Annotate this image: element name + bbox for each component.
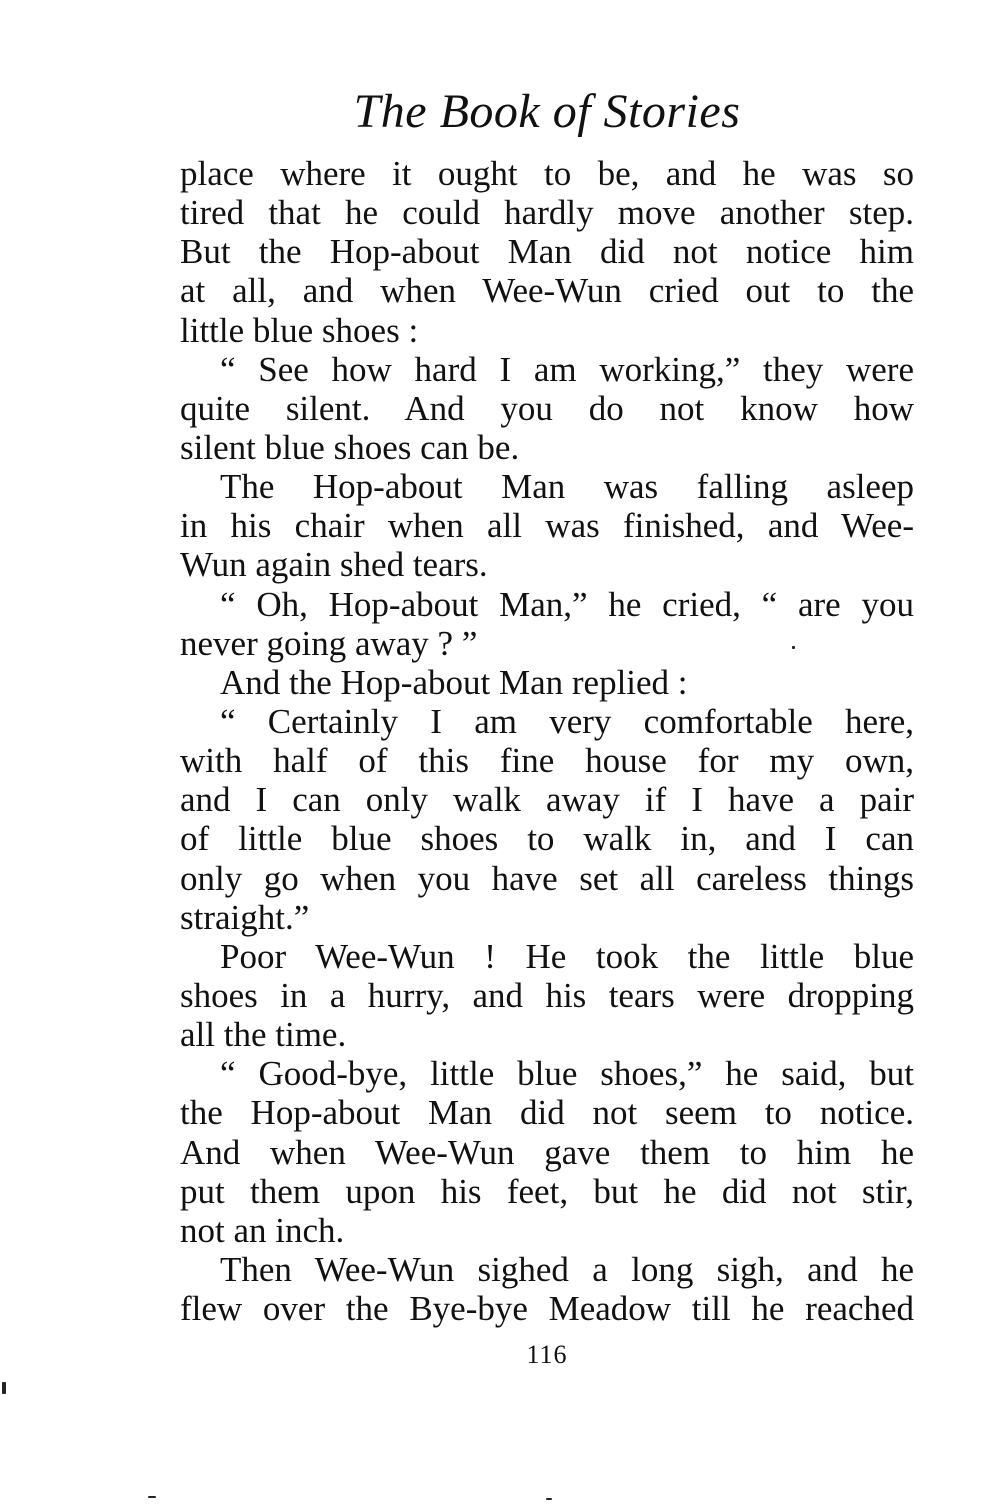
text-line: “ See how hard I am working,” they were <box>220 349 914 389</box>
text-line: Poor Wee-Wun ! He took the little blue <box>220 936 914 976</box>
text-line: never going away ? ” <box>180 623 478 663</box>
text-line: of little blue shoes to walk in, and I can <box>180 819 914 859</box>
text-line: little blue shoes : <box>180 310 419 350</box>
text-line: flew over the Bye-bye Meadow till he reached <box>180 1289 914 1329</box>
text-line: only go when you have set all careless things <box>180 858 914 898</box>
text-line: shoes in a hurry, and his tears were dropping <box>180 975 914 1015</box>
text-line: “ Certainly I am very comfortable here, <box>220 701 914 741</box>
running-title: The Book of Stories <box>353 85 741 138</box>
text-line: “ Good-bye, little blue shoes,” he said, but <box>220 1054 914 1094</box>
text-line: put them upon his feet, but he did not stir, <box>180 1171 914 1211</box>
scan-speck <box>792 646 795 649</box>
text-line: quite silent. And you do not know how <box>180 388 914 428</box>
text-line: silent blue shoes can be. <box>180 427 520 467</box>
text-line: the Hop-about Man did not seem to notice. <box>180 1093 914 1133</box>
text-line: But the Hop-about Man did not notice him <box>180 232 914 272</box>
text-line: all the time. <box>180 1015 347 1055</box>
text-line: “ Oh, Hop-about Man,” he cried, “ are you <box>220 584 914 624</box>
text-line: The Hop-about Man was falling asleep <box>220 467 914 507</box>
scan-speck <box>546 1498 552 1500</box>
text-line: place where it ought to be, and he was so <box>180 154 914 193</box>
text-line: And when Wee-Wun gave them to him he <box>180 1132 914 1172</box>
text-line: in his chair when all was finished, and Wee- <box>180 506 914 546</box>
scan-speck <box>2 1382 6 1394</box>
text-line: not an inch. <box>180 1210 345 1250</box>
scan-speck <box>148 1496 156 1498</box>
text-line: with half of this fine house for my own, <box>180 741 914 781</box>
text-line: Wun again shed tears. <box>180 545 488 585</box>
text-line: and I can only walk away if I have a pair <box>180 780 914 820</box>
text-line: tired that he could hardly move another step. <box>180 193 914 233</box>
text-line: And the Hop-about Man replied : <box>220 662 688 702</box>
text-line: straight.” <box>180 897 310 937</box>
text-line: Then Wee-Wun sighed a long sigh, and he <box>220 1249 914 1289</box>
page-number: 116 <box>526 1340 568 1369</box>
story-body <box>180 154 914 1328</box>
text-line: at all, and when Wee-Wun cried out to the <box>180 271 914 311</box>
